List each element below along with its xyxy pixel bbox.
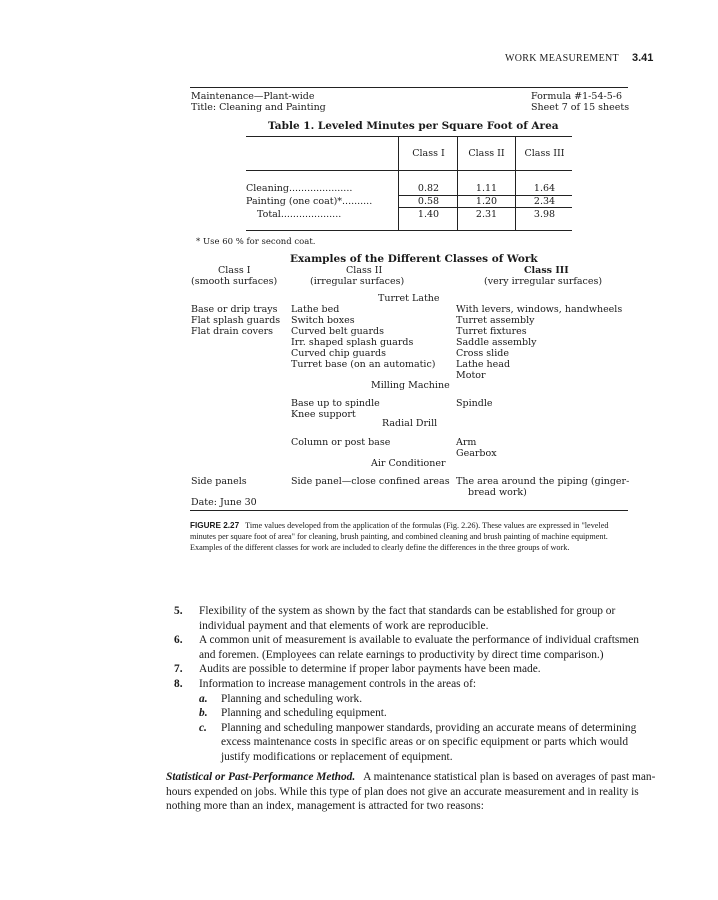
table-col-rule [398, 136, 399, 230]
sub-list-letter: a. [199, 692, 208, 705]
list-item: Flat drain covers [191, 326, 274, 337]
list-item: The area around the piping (ginger- [456, 476, 630, 487]
table-cell: 0.82 [417, 183, 440, 194]
form-top-rule [190, 87, 628, 88]
column-header-class-2: Class II [468, 148, 505, 159]
list-item: Cross slide [456, 348, 509, 359]
list-number: 6. [174, 634, 183, 647]
table-cell: 1.11 [475, 183, 498, 194]
list-item: Curved chip guards [291, 348, 386, 359]
paragraph-text: A maintenance statistical plan is based on averages of past man-hours expended on jobs. While this type of plan does not give an accurate measurement and in reality is nothing more than an index, management is attracted for two reasons: [166, 771, 656, 813]
list-item [174, 633, 658, 662]
section-class-2-list [291, 476, 450, 487]
section-title: Milling Machine [371, 380, 450, 391]
table-cell: 2.31 [475, 209, 498, 220]
table-title: Table 1. Leveled Minutes per Square Foot of Area [268, 120, 559, 132]
class-2-heading: Class II [346, 265, 383, 276]
list-item: Curved belt guards [291, 326, 384, 337]
section-class-3-list [456, 437, 497, 459]
table-top-rule [246, 136, 572, 137]
table-header-rule [246, 170, 572, 171]
column-header-class-3: Class III [524, 148, 565, 159]
list-item: Gearbox [456, 448, 497, 459]
figure-caption-text: Time values developed from the application of the formulas (Fig. 2.26). These values are expressed in "leveled minutes per square foot of area" for cleaning, brush painting, and combined cleaning and brush painting of machine equipment. Examples of the different classes for work are included to clearly define the differences in the three groups of work. [190, 521, 609, 552]
list-item: Turret assembly [456, 315, 535, 326]
section-class-1-list [191, 304, 280, 337]
table-cell: 1.40 [417, 209, 440, 220]
list-item: Irr. shaped splash guards [291, 337, 414, 348]
row-label-painting: Painting (one coat)*.......... [246, 196, 373, 207]
list-item: Saddle assembly [456, 337, 537, 348]
list-number: 5. [174, 605, 183, 617]
list-item [174, 604, 658, 633]
list-number: 8. [174, 677, 183, 690]
section-class-3-list [456, 398, 493, 409]
class-2-subheading: (irregular surfaces) [310, 276, 405, 287]
sub-list-letter: c. [199, 721, 207, 734]
list-item: Lathe head [456, 359, 511, 370]
list-item: Motor [456, 370, 486, 381]
form-right-line1: Formula #1-54-5-6 [531, 91, 622, 102]
sub-list-text: Planning and scheduling equipment. [221, 707, 387, 720]
sub-list-item [174, 706, 658, 721]
table-cell: 0.58 [417, 196, 440, 207]
list-item: Lathe bed [291, 304, 340, 315]
list-item: Turret fixtures [456, 326, 527, 337]
list-item: Knee support [291, 409, 356, 420]
row-label-cleaning: Cleaning..................... [246, 183, 353, 194]
sub-list-item [174, 721, 658, 765]
sub-list-item [174, 692, 658, 707]
table-row-rule [398, 207, 572, 208]
section-class-3-list [456, 476, 629, 498]
list-item: Spindle [456, 398, 493, 409]
list-item: Flat splash guards [191, 315, 281, 326]
section-class-2-list [291, 304, 436, 370]
sub-list-letter: b. [199, 707, 208, 720]
class-3-heading: Class III [524, 265, 569, 276]
section-title: Radial Drill [382, 418, 438, 429]
column-header-class-1: Class I [412, 148, 445, 159]
table-cell: 1.20 [475, 196, 498, 207]
sub-list-text: Planning and scheduling work. [221, 692, 363, 705]
table-cell: 3.98 [533, 209, 556, 220]
list-item [174, 662, 658, 677]
row-label-total: Total.................... [257, 209, 342, 220]
list-item: Column or post base [291, 437, 391, 448]
form-date: Date: June 30 [191, 497, 257, 508]
paragraph-lead: Statistical or Past-Performance Method. [166, 771, 356, 783]
table-cell: 2.34 [533, 196, 556, 207]
class-3-subheading: (very irregular surfaces) [484, 276, 603, 287]
numbered-list [174, 604, 658, 765]
examples-title: Examples of the Different Classes of Work [290, 253, 538, 265]
list-number: 7. [174, 663, 183, 676]
list-item: Switch boxes [291, 315, 355, 326]
section-class-2-list [291, 398, 380, 420]
running-header-title: WORK MEASUREMENT [505, 53, 619, 64]
table-footnote: * Use 60 % for second coat. [196, 237, 316, 247]
table-cell: 1.64 [533, 183, 556, 194]
list-item: With levers, windows, handwheels [456, 304, 623, 315]
list-text: A common unit of measurement is available to evaluate the performance of individual craftsmen and foremen. (Employees can relate earnings to productivity by direct time comparison.) [199, 634, 639, 661]
section-title: Turret Lathe [378, 293, 440, 304]
list-item: Base or drip trays [191, 304, 278, 315]
figure-caption [190, 520, 630, 553]
list-text: Flexibility of the system as shown by the fact that standards can be established for group or individual payment and that elements of work are reproducible. [199, 605, 616, 632]
list-item: Arm [456, 437, 477, 448]
section-title: Air Conditioner [371, 458, 446, 469]
sub-list-text: Planning and scheduling manpower standards, providing an accurate means of determining excess maintenance costs in specific areas or on specific equipment or parts which would justify modifications or replacement of equipment. [221, 721, 637, 763]
list-item: Side panels [191, 476, 247, 487]
form-left-line1: Maintenance—Plant-wide [191, 91, 315, 102]
form-right-line2: Sheet 7 of 15 sheets [531, 102, 630, 113]
section-class-2-list [291, 437, 390, 448]
list-item: Side panel—close confined areas [291, 476, 450, 487]
page-number: 3.41 [632, 52, 654, 64]
section-class-1-list [191, 476, 247, 487]
table-bottom-rule [246, 230, 572, 231]
list-item: Turret base (on an automatic) [291, 359, 436, 370]
list-item [174, 677, 658, 692]
figure-label: FIGURE 2.27 [190, 521, 240, 530]
list-text: Audits are possible to determine if proper labor payments have been made. [199, 663, 541, 676]
form-bottom-rule [190, 510, 628, 511]
form-left-line2: Title: Cleaning and Painting [191, 102, 326, 113]
section-class-3-list [456, 304, 622, 381]
class-1-subheading: (smooth surfaces) [191, 276, 278, 287]
list-item: Base up to spindle [291, 398, 380, 409]
list-item: bread work) [468, 487, 527, 498]
list-text: Information to increase management controls in the areas of: [199, 677, 477, 690]
body-paragraph [166, 770, 656, 814]
class-1-heading: Class I [218, 265, 251, 276]
